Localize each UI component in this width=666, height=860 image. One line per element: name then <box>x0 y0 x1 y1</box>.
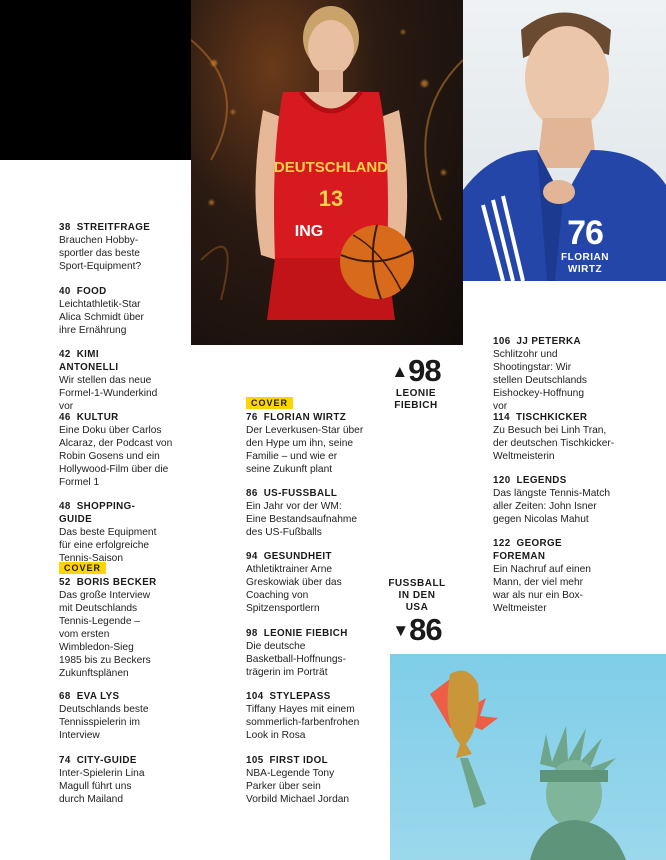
toc-entry[interactable]: 52 BORIS BECKER Das große Interview mit Deutschlands Tennis-Legende – vom ersten Wimbledon-Sieg 1985 bis zu Beckers Zukunftsplänen <box>59 577 157 679</box>
jersey-number: 13 <box>318 186 344 211</box>
toc-entry[interactable]: 106 JJ PETERKA Schlitzohr und Shootingstar: Wir stellen Deutschlands Eishockey-Hoffnung vor <box>493 336 588 412</box>
triangle-up-icon: ▲ <box>391 362 408 381</box>
toc-entry[interactable]: 105 FIRST IDOL NBA-Legende Tony Parker über sein Vorbild Michael Jordan <box>246 755 350 805</box>
toc-entry[interactable]: 74 CITY-GUIDE Inter-Spielerin Lina Magull führt uns durch Mailand <box>59 755 145 805</box>
toc-entry[interactable]: 42 KIMI ANTONELLI Wir stellen das neue Formel-1-Wunderkind vor <box>59 349 158 412</box>
black-color-block <box>0 0 191 160</box>
jersey-text: DEUTSCHLAND <box>273 159 389 176</box>
ref-fiebich-label: LEONIE FIEBICH <box>394 388 438 411</box>
toc-entry[interactable]: 114 TISCHKICKER Zu Besuch bei Linh Tran, der deutschen Tischkicker-Weltmeisterin <box>493 412 615 462</box>
ref-fiebich-number: 98 <box>408 353 441 388</box>
page-ref-usa <box>388 578 446 647</box>
toc-entry[interactable]: 38 STREITFRAGE Brauchen Hobby-sportler das beste Sport-Equipment? <box>59 222 151 272</box>
toc-entry[interactable]: 46 KULTUR Eine Doku über Carlos Alcaraz, der Podcast von Robin Gosens und ein Hollywood-Film über die Formel 1 <box>59 412 173 488</box>
page-ref-fiebich <box>388 355 444 412</box>
ref-usa-label: FUSSBALL IN DEN USA <box>388 578 446 613</box>
toc-entry[interactable]: 76 FLORIAN WIRTZ Der Leverkusen-Star über den Hype um ihn, seine Familie – und wie er seine Zukunft plant <box>246 412 364 475</box>
ref-usa-number: 86 <box>409 612 442 647</box>
cover-badge-wirtz: COVER <box>246 397 293 409</box>
cover-badge-becker: COVER <box>59 562 106 574</box>
toc-entry[interactable]: 94 GESUNDHEIT Athletiktrainer Arne Greskowiak über das Coaching von Spitzensportlern <box>246 551 342 614</box>
toc-entry[interactable]: 98 LEONIE FIEBICH Die deutsche Basketball-Hoffnungs-trägerin im Porträt <box>246 628 348 678</box>
toc-entry[interactable]: 120 LEGENDS Das längste Tennis-Match aller Zeiten: John Isner gegen Nicolas Mahut <box>493 475 611 525</box>
wirtz-name-label: FLORIAN WIRTZ <box>561 252 609 275</box>
triangle-down-icon: ▼ <box>392 621 409 640</box>
photo-statue-of-liberty <box>390 654 666 860</box>
toc-entry[interactable]: 40 FOOD Leichtathletik-Star Alica Schmidt über ihre Ernährung <box>59 286 144 336</box>
jersey-sponsor: ING <box>294 223 324 240</box>
toc-entry[interactable]: 122 GEORGE FOREMAN Ein Nachruf auf einen Mann, der viel mehr war als nur ein Box-Weltmeister <box>493 538 591 614</box>
toc-entry[interactable]: 48 SHOPPING-GUIDE Das beste Equipment für eine erfolgreiche Tennis-Saison <box>59 501 157 564</box>
toc-entry[interactable]: 104 STYLEPASS Tiffany Hayes mit einem sommerlich-farbenfrohen Look in Rosa <box>246 691 360 741</box>
toc-entry[interactable]: 86 US-FUSSBALL Ein Jahr vor der WM: Eine Bestandsaufnahme des US-Fußballs <box>246 488 358 538</box>
photo-leonie-fiebich <box>191 0 463 345</box>
wirtz-page-number: 76 <box>567 214 603 252</box>
toc-entry[interactable]: 68 EVA LYS Deutschlands beste Tennisspielerin im Interview <box>59 691 149 741</box>
